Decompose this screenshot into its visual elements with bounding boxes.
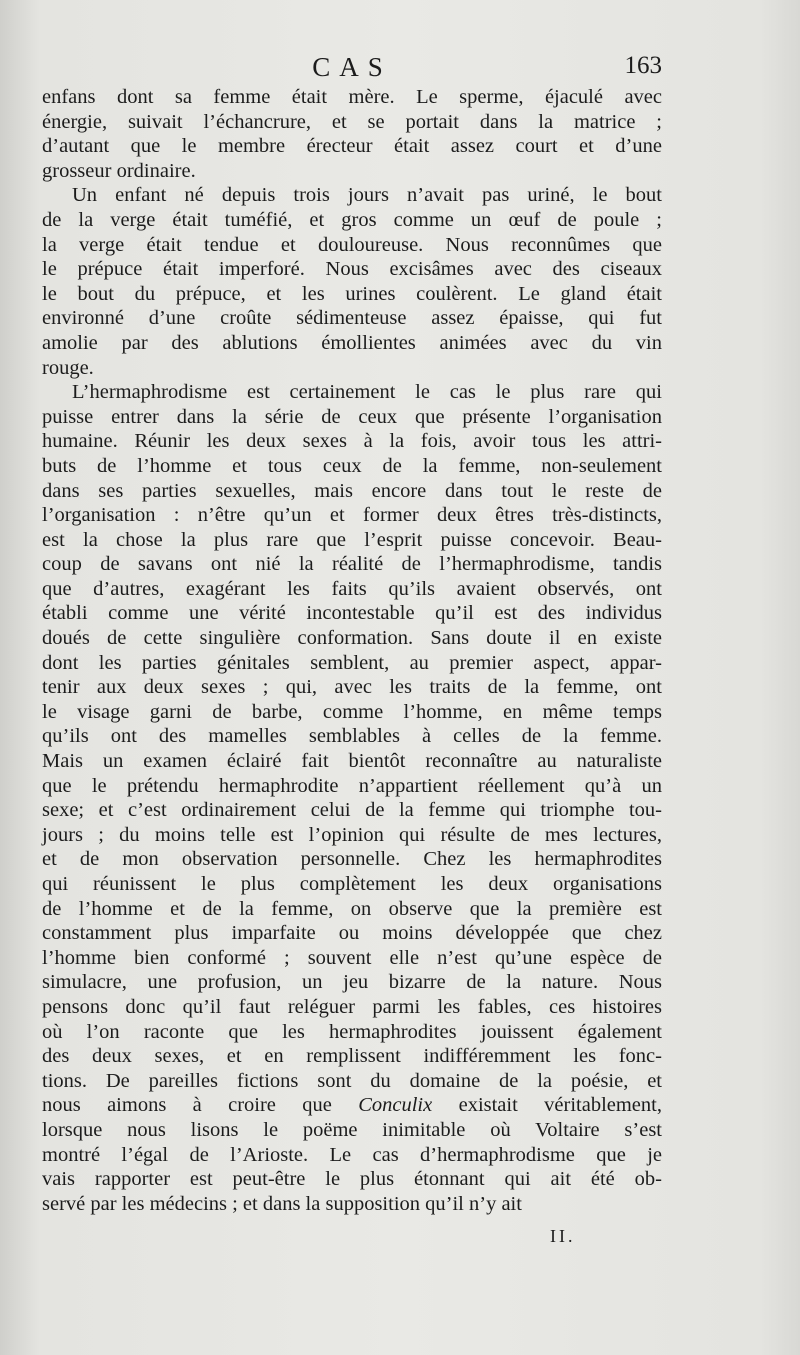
text-line: dans ses parties sexuelles, mais encore dans tout le reste de xyxy=(42,479,662,502)
text-line: simulacre, une profusion, un jeu bizarre de la nature. Nous xyxy=(42,971,662,994)
signature-mark: II. xyxy=(550,1226,576,1246)
text-line: le visage garni de barbe, comme l’homme, en même temps xyxy=(42,700,662,723)
text-line: Un enfant né depuis trois jours n’avait pas uriné, le bout xyxy=(72,184,662,207)
text-line: tenir aux deux sexes ; qui, avec les traits de la femme, ont xyxy=(42,676,662,699)
page-header xyxy=(42,50,662,84)
text-line: établi comme une vérité incontestable qu’il est des individus xyxy=(42,602,662,625)
text-line: L’hermaphrodisme est certainement le cas le plus rare qui xyxy=(72,381,662,404)
text-line: amolie par des ablutions émollientes animées avec du vin xyxy=(42,331,662,354)
page-number: 163 xyxy=(624,52,662,79)
text-line: servé par les médecins ; et dans la supposition qu’il n’y ait xyxy=(42,1192,522,1215)
text-line: où l’on raconte que les hermaphrodites jouissent également xyxy=(42,1020,662,1043)
text-line: vais rapporter est peut-être le plus étonnant qui ait été ob- xyxy=(42,1168,662,1191)
text-line: jours ; du moins telle est l’opinion qui résulte de mes lectures, xyxy=(42,823,662,846)
text-line: lorsque nous lisons le poëme inimitable où Voltaire s’est xyxy=(42,1118,662,1141)
text-line: coup de savans ont nié la réalité de l’hermaphrodisme, tandis xyxy=(42,553,662,576)
text-line: que d’autres, exagérant les faits qu’ils avaient observés, ont xyxy=(42,577,662,600)
text-line: l’homme bien conformé ; souvent elle n’est qu’une espèce de xyxy=(42,946,662,969)
running-head: CAS xyxy=(312,52,392,82)
text-line: buts de l’homme et tous ceux de la femme, non-seulement xyxy=(42,454,662,477)
text-line: environné d’une croûte sédimenteuse assez épaisse, qui fut xyxy=(42,307,662,330)
text-line: pensons donc qu’il faut reléguer parmi les fables, ces histoires xyxy=(42,995,662,1018)
text-line: tions. De pareilles fictions sont du domaine de la poésie, et xyxy=(42,1069,662,1092)
text-line: est la chose la plus rare que l’esprit puisse concevoir. Beau- xyxy=(42,528,662,551)
text-line: enfans dont sa femme était mère. Le sperme, éjaculé avec xyxy=(42,86,662,108)
text-line: le prépuce était imperforé. Nous excisâmes avec des ciseaux xyxy=(42,258,662,281)
text-line: dont les parties génitales semblent, au premier aspect, appar- xyxy=(42,651,662,674)
text-line: de l’homme et de la femme, on observe que la première est xyxy=(42,897,662,920)
text-line: de la verge était tuméfié, et gros comme un œuf de poule ; xyxy=(42,208,662,231)
text-line: le bout du prépuce, et les urines coulèrent. Le gland était xyxy=(42,282,662,305)
text-line: nous aimons à croire que Conculix existait véritablement, xyxy=(42,1094,662,1117)
text-line: et de mon observation personnelle. Chez les hermaphrodites xyxy=(42,848,662,871)
text-line: la verge était tendue et douloureuse. Nous reconnûmes que xyxy=(42,233,662,256)
text-line: qu’ils ont des mamelles semblables à celles de la femme. xyxy=(42,725,662,748)
text-line: constamment plus imparfaite ou moins développée que chez xyxy=(42,922,662,945)
text-line: montré l’égal de l’Arioste. Le cas d’hermaphrodisme que je xyxy=(42,1143,662,1166)
text-line: puisse entrer dans la série de ceux que présente l’organisation xyxy=(42,405,662,428)
text-line: d’autant que le membre érecteur était assez court et d’une xyxy=(42,135,662,158)
text-line: qui réunissent le plus complètement les deux organisations xyxy=(42,873,662,895)
italic-name: Conculix xyxy=(358,1094,433,1117)
text-line: doués de cette singulière conformation. Sans doute il en existe xyxy=(42,627,662,650)
text-line: que le prétendu hermaphrodite n’appartient réellement qu’à un xyxy=(42,774,662,797)
text-line: des deux sexes, et en remplissent indifféremment les fonc- xyxy=(42,1045,662,1068)
text-line: sexe; et c’est ordinairement celui de la femme qui triomphe tou- xyxy=(42,799,662,822)
text-line: grosseur ordinaire. xyxy=(42,159,196,182)
text-line: énergie, suivait l’échancrure, et se portait dans la matrice ; xyxy=(42,110,662,133)
text-line: l’organisation : n’être qu’un et former deux êtres très-distincts, xyxy=(42,504,662,527)
text-line: rouge. xyxy=(42,356,94,379)
body-text xyxy=(42,85,662,1216)
text-line: humaine. Réunir les deux sexes à la fois, avoir tous les attri- xyxy=(42,430,662,453)
text-line: Mais un examen éclairé fait bientôt reconnaître au naturaliste xyxy=(42,750,662,773)
